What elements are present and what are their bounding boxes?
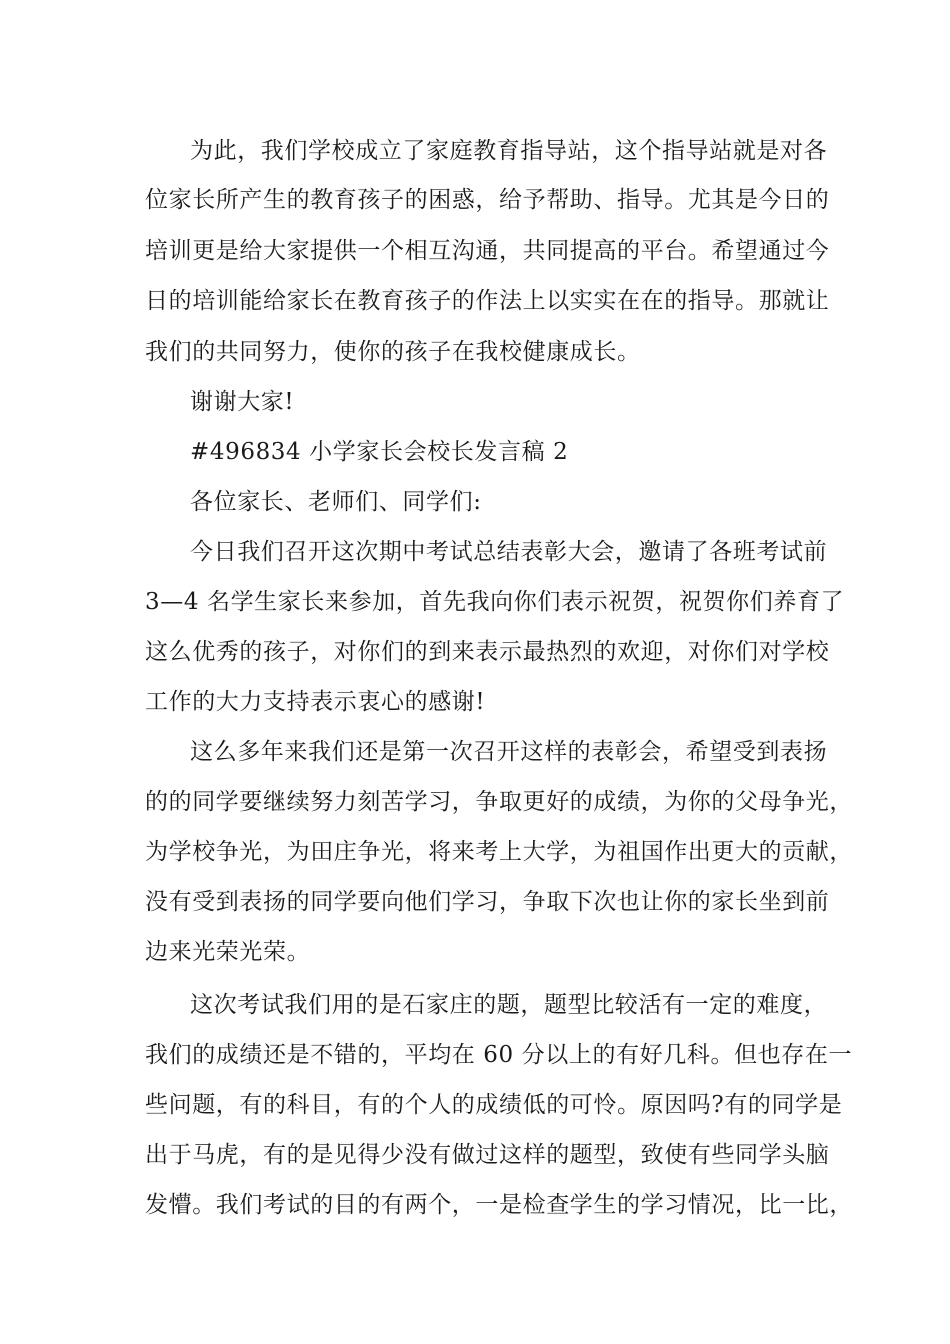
paragraph-line: 为学校争光，为田庄争光，将来考上大学，为祖国作出更大的贡献， [145, 839, 853, 865]
paragraph-line: 今日我们召开这次期中考试总结表彰大会，邀请了各班考试前 [190, 539, 828, 565]
paragraph-line: 边来光荣光荣。 [145, 939, 311, 965]
paragraph-line: 我们的共同努力，使你的孩子在我校健康成长。 [145, 339, 641, 365]
section-heading: #496834 小学家长会校长发言稿 2 [190, 439, 569, 465]
paragraph-line: 这么优秀的孩子，对你们的到来表示最热烈的欢迎，对你们对学校 [145, 639, 830, 665]
paragraph-line: 位家长所产生的教育孩子的困惑，给予帮助、指导。尤其是今日的 [145, 187, 830, 213]
paragraph-line: 3—4 名学生家长来参加，首先我向你们表示祝贺，祝贺你们养育了 [145, 589, 845, 615]
paragraph-line: 日的培训能给家长在教育孩子的作法上以实实在在的指导。那就让 [145, 288, 830, 314]
paragraph-line: 些问题，有的科目，有的个人的成绩低的可怜。原因吗?有的同学是 [145, 1092, 843, 1118]
paragraph-line: 这次考试我们用的是石家庄的题，题型比较活有一定的难度， [190, 992, 828, 1018]
salutation-line: 各位家长、老师们、同学们: [190, 489, 482, 515]
paragraph-line: 出于马虎，有的是见得少没有做过这样的题型，致使有些同学头脑 [145, 1142, 830, 1168]
paragraph-line: 我们的成绩还是不错的，平均在 60 分以上的有好几科。但也存在一 [145, 1042, 853, 1068]
paragraph-line: 培训更是给大家提供一个相互沟通，共同提高的平台。希望通过今 [145, 238, 830, 264]
paragraph-line: 工作的大力支持表示衷心的感谢! [145, 689, 486, 715]
paragraph-line: 这么多年来我们还是第一次召开这样的表彰会，希望受到表扬 [190, 739, 828, 765]
paragraph-line: 发懵。我们考试的目的有两个，一是检查学生的学习情况，比一比， [145, 1192, 853, 1218]
paragraph-line: 没有受到表扬的同学要向他们学习，争取下次也让你的家长坐到前 [145, 889, 830, 915]
paragraph-line: 的的同学要继续努力刻苦学习，争取更好的成绩，为你的父母争光， [145, 789, 853, 815]
closing-line: 谢谢大家! [190, 389, 295, 415]
paragraph-line: 为此，我们学校成立了家庭教育指导站，这个指导站就是对各 [190, 138, 828, 164]
